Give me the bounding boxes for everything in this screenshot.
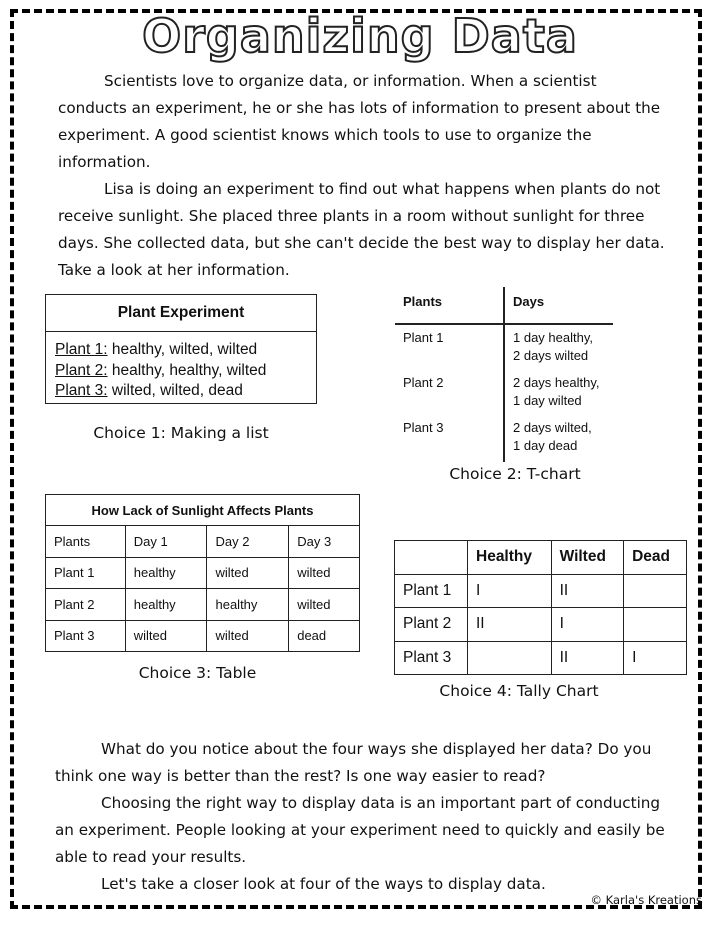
tally-header: Dead xyxy=(624,541,687,575)
plant-experiment-list xyxy=(45,294,317,404)
choice3-caption: Choice 3: Table xyxy=(138,664,257,682)
t-chart-days: 1 day healthy, 2 days wilted xyxy=(513,330,593,363)
list-item: Plant 3: wilted, wilted, dead xyxy=(55,382,243,399)
table-row xyxy=(46,620,360,652)
closing-paragraph-3: Let's take a closer look at four of the ways to display data. xyxy=(101,875,546,893)
table-header: Day 2 xyxy=(207,526,289,558)
table-cell: wilted xyxy=(125,620,207,652)
tally-cell: I xyxy=(551,608,624,642)
t-chart-days: 2 days wilted, 1 day dead xyxy=(513,420,592,453)
tally-cell xyxy=(624,574,687,608)
table-cell: healthy xyxy=(125,557,207,589)
table-title: How Lack of Sunlight Affects Plants xyxy=(46,495,360,526)
table-cell: wilted xyxy=(289,557,360,589)
tally-header: Wilted xyxy=(551,541,624,575)
t-chart xyxy=(395,287,615,467)
tally-cell: Plant 3 xyxy=(395,641,468,675)
table-cell: Plant 2 xyxy=(46,589,126,621)
tally-cell: Plant 2 xyxy=(395,608,468,642)
table-cell: wilted xyxy=(289,589,360,621)
tally-cell: Plant 1 xyxy=(395,574,468,608)
tally-cell: II xyxy=(468,608,552,642)
tally-cell xyxy=(624,608,687,642)
tally-header-row xyxy=(395,541,687,575)
table-cell: Plant 3 xyxy=(46,620,126,652)
t-chart-plant: Plant 1 xyxy=(403,330,444,345)
intro-paragraph-1: Scientists love to organize data, or information. When a scientist conducts an experiment, he or she has lots of information to present about the experiment. A good scientist knows which tools to use to organize the information. xyxy=(58,72,661,171)
table-row xyxy=(46,589,360,621)
copyright: © Karla's Kreations xyxy=(590,893,702,907)
t-chart-right-header: Days xyxy=(513,294,545,309)
t-chart-left-header: Plants xyxy=(403,294,443,309)
table-cell: wilted xyxy=(207,557,289,589)
t-chart-plant: Plant 2 xyxy=(403,375,444,390)
tally-cell: II xyxy=(551,574,624,608)
table-row xyxy=(46,557,360,589)
closing-paragraph-2: Choosing the right way to display data is an important part of conducting an experiment. People looking at your experiment need to quickly and easily be able to read your results. xyxy=(55,794,665,866)
list-item: Plant 2: healthy, healthy, wilted xyxy=(55,361,267,379)
table-header-row xyxy=(46,526,360,558)
page-title: Organizing Data xyxy=(142,9,578,63)
t-chart-horizontal-line xyxy=(395,323,613,325)
table-header: Day 1 xyxy=(125,526,207,558)
list-heading: Plant Experiment xyxy=(46,295,316,332)
intro-paragraph-2: Lisa is doing an experiment to find out what happens when plants do not receive sunlight. She placed three plants in a room without sunlight for three days. She collected data, but she can't decide the best way to display her data. Take a look at her information. xyxy=(58,180,665,279)
choice1-caption: Choice 1: Making a list xyxy=(93,424,269,442)
tally-cell xyxy=(468,641,552,675)
table-header: Plants xyxy=(46,526,126,558)
table-cell: wilted xyxy=(207,620,289,652)
table-cell: healthy xyxy=(207,589,289,621)
table-header: Day 3 xyxy=(289,526,360,558)
tally-header xyxy=(395,541,468,575)
tally-header: Healthy xyxy=(468,541,552,575)
t-chart-days: 2 days healthy, 1 day wilted xyxy=(513,375,600,408)
tally-cell: II xyxy=(551,641,624,675)
table-cell: Plant 1 xyxy=(46,557,126,589)
t-chart-plant: Plant 3 xyxy=(403,420,444,435)
tally-row xyxy=(395,608,687,642)
table-cell: dead xyxy=(289,620,360,652)
tally-cell: I xyxy=(468,574,552,608)
tally-cell: I xyxy=(624,641,687,675)
choice2-caption: Choice 2: T-chart xyxy=(449,465,581,483)
t-chart-vertical-line xyxy=(503,287,505,462)
list-item: Plant 1: healthy, wilted, wilted xyxy=(55,341,258,358)
tally-row xyxy=(395,641,687,675)
choice4-caption: Choice 4: Tally Chart xyxy=(439,682,599,700)
sunlight-table xyxy=(45,494,360,652)
table-cell: healthy xyxy=(125,589,207,621)
tally-chart xyxy=(394,540,687,675)
tally-row xyxy=(395,574,687,608)
closing-paragraph-1: What do you notice about the four ways she displayed her data? Do you think one way is better than the rest? Is one way easier to read? xyxy=(55,740,652,785)
